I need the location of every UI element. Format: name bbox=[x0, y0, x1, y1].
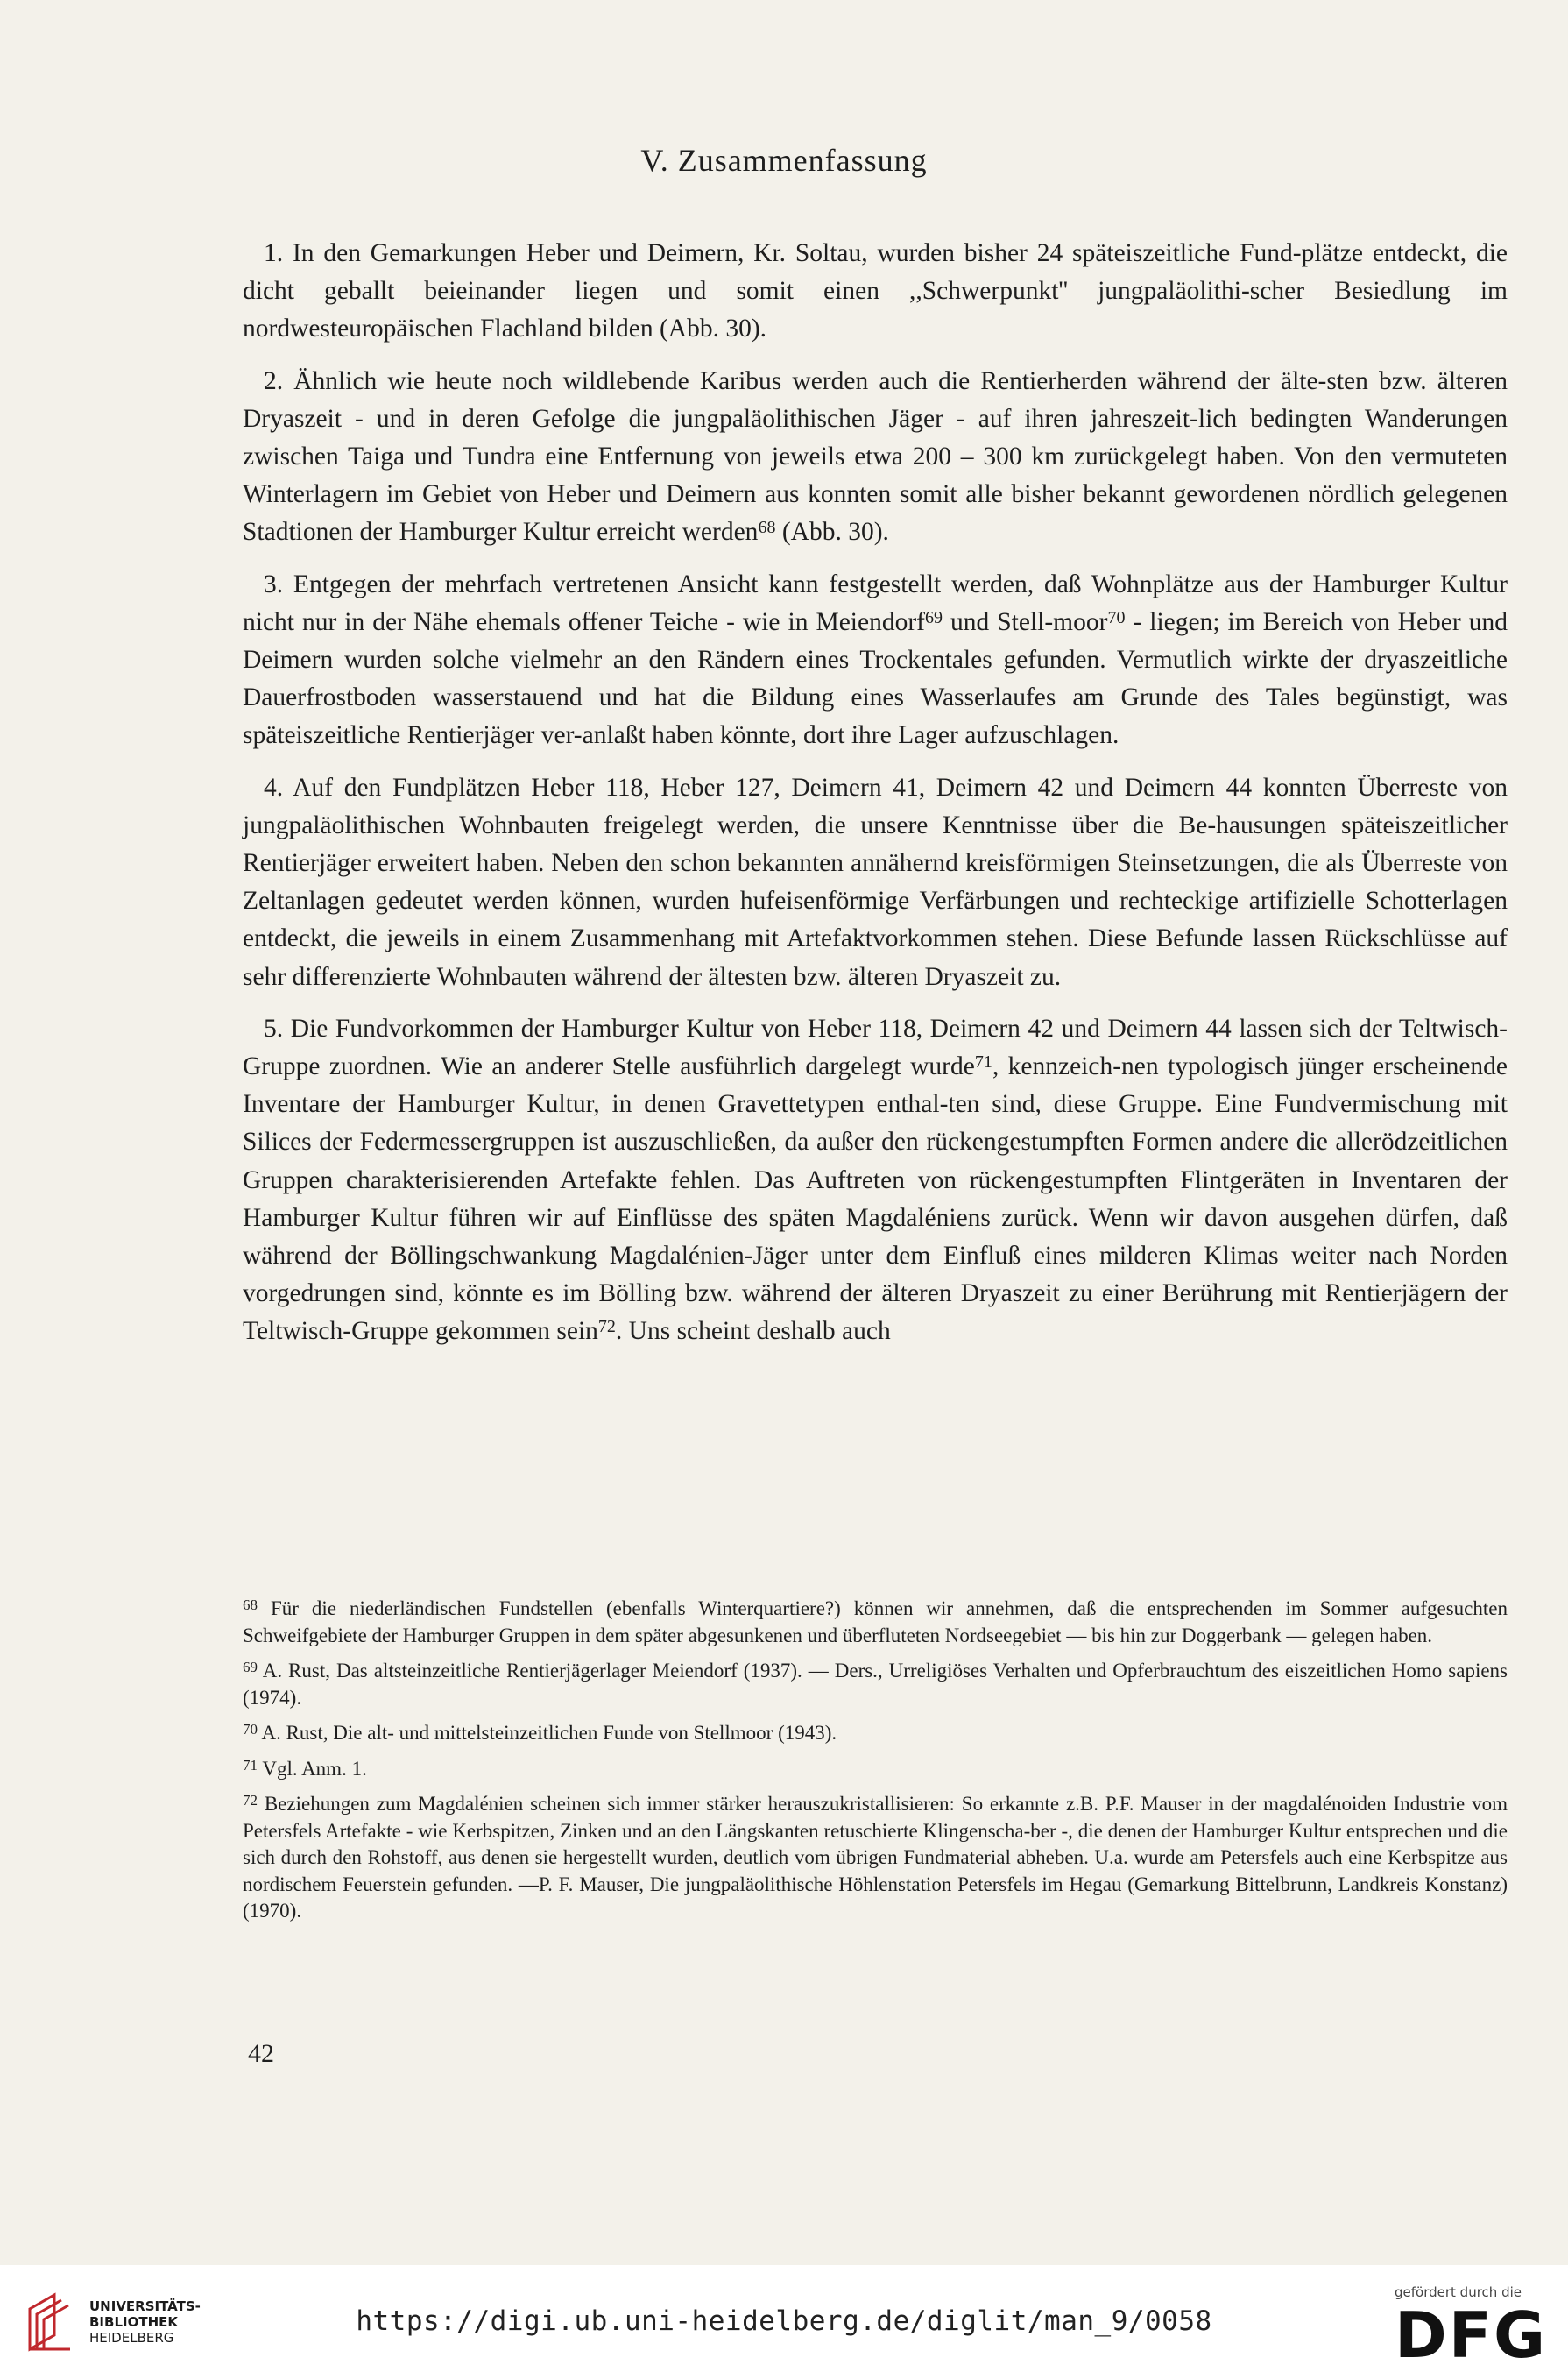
footnote-number: 72 bbox=[243, 1792, 258, 1809]
footnote-ref: 70 bbox=[1107, 607, 1126, 627]
paragraph bbox=[243, 1010, 1508, 1351]
footnote-text: A. Rust, Die alt- und mittelsteinzeitlichen Funde von Stellmoor (1943). bbox=[258, 1722, 837, 1744]
paragraph bbox=[243, 769, 1508, 996]
text-run: , kennzeich-nen typologisch jünger erscheinende Inventare der Hamburger Kultur, in denen Gravettetypen enthal-ten sind, diese Gruppe. Eine Fundvermischung mit Silices der Federmessergruppen ist auszuschließen, da außer den rückengestumpften Formen andere die allerödzeitlichen Gruppen charakterisierenden Artefakte fehlen. Das Auftreten von rückengestumpften Flintgeräten in Inventaren der Hamburger Kultur führen wir auf Einflüsse des späten Magdaléniens zurück. Wenn wir davon ausgehen dürfen, daß während der Böllingschwankung Magdalénien-Jäger unter dem Einfluß eines milderen Klimas weiter nach Norden vorgedrungen sind, könnte es im Bölling bzw. während der älteren Dryaszeit zu einer Berührung mit Rentierjägern der Teltwisch-Gruppe gekommen sein bbox=[243, 1052, 1508, 1346]
text-run: 1. In den Gemarkungen Heber und Deimern, Kr. Soltau, wurden bisher 24 späteiszeitliche Fund-plätze entdeckt, die dicht geballt beieinander liegen und somit einen ,,Schwerpunkt'' jungpaläolithi-scher Besiedlung im nordwesteuropäischen Flachland bilden (Abb. 30). bbox=[243, 239, 1508, 343]
footnote bbox=[243, 1720, 1508, 1747]
page-number: 42 bbox=[248, 2039, 274, 2068]
text-run: . Uns scheint deshalb auch bbox=[615, 1317, 891, 1346]
footnote bbox=[243, 1756, 1508, 1783]
footnote bbox=[243, 1791, 1508, 1925]
viewer-footer bbox=[0, 2265, 1568, 2379]
footnote-ref: 69 bbox=[925, 607, 943, 627]
main-text bbox=[243, 235, 1508, 1365]
footnote-ref: 72 bbox=[597, 1317, 616, 1337]
text-run: 5. Die Fundvorkommen der Hamburger Kultur von Heber 118, Deimern 42 und Deimern 44 lassen sich der Teltwisch-Gruppe zuordnen. Wie an anderer Stelle ausführlich dargelegt wurde bbox=[243, 1014, 1508, 1081]
paragraph bbox=[243, 363, 1508, 552]
footnote-text: Beziehungen zum Magdalénien scheinen sich immer stärker herauszukristallisieren: So erkannte z.B. P.F. Mauser in der magdalénoiden Industrie vom Petersfels Artefakte - wie Kerbspitzen, Zinken und an den Längskanten retuschierte Klingenscha-ber -, die denen der Hamburger Kultur entsprechen und die sich durch den Rohstoff, aus denen sie hergestellt wurden, deutlich vom übrigen Fundmaterial abheben. U.a. wurde am Petersfels auch eine Kerbspitze aus nordischem Feuerstein gefunden. —P. F. Mauser, Die jungpaläolithische Höhlenstation Petersfels im Hegau (Gemarkung Bittelbrunn, Landkreis Konstanz)(1970). bbox=[243, 1793, 1508, 1922]
footnote-text: Für die niederländischen Fundstellen (ebenfalls Winterquartiere?) können wir annehmen, daß die entsprechenden im Sommer aufgesuchten Schweifgebiete der Hamburger Gruppen in dem später abgesunkenen und überfluteten Nordseegebiet — bis hin zur Doggerbank — gelegen haben. bbox=[243, 1597, 1508, 1646]
paragraph bbox=[243, 566, 1508, 755]
footnote-ref: 68 bbox=[758, 518, 776, 538]
footnotes bbox=[243, 1596, 1508, 1934]
permalink-url[interactable]: https://digi.ub.uni-heidelberg.de/diglit/man_9/0058 bbox=[356, 2305, 1212, 2337]
library-line: HEIDELBERG bbox=[89, 2330, 174, 2346]
text-run: 4. Auf den Fundplätzen Heber 118, Heber 127, Deimern 41, Deimern 42 und Deimern 44 konnten Überreste von jungpaläolithischen Wohnbauten freigelegt werden, die unsere Kenntnisse über die Be-hausungen späteiszeitlicher Rentierjäger erweitert haben. Neben den schon bekannten annähernd kreisförmigen Steinsetzungen, die als Überreste von Zeltanlagen gedeutet werden können, wurden hufeisenförmige Verfärbungen und rechteckige artifizielle Schotterlagen entdeckt, die jeweils in einem Zusammenhang mit Artefaktvorkommen stehen. Diese Befunde lassen Rückschlüsse auf sehr differenzierte Wohnbauten während der ältesten bzw. älteren Dryaszeit zu. bbox=[243, 773, 1508, 991]
footnote-number: 70 bbox=[243, 1721, 258, 1738]
funded-by-label: gefördert durch die bbox=[1395, 2284, 1522, 2300]
paragraph bbox=[243, 235, 1508, 349]
footnote-number: 71 bbox=[243, 1756, 258, 1774]
footnote bbox=[243, 1596, 1508, 1649]
text-run: 2. Ähnlich wie heute noch wildlebende Karibus werden auch die Rentierherden während der älte-sten bzw. älteren Dryaszeit - und in deren Gefolge die jungpaläolithischen Jäger - auf ihren jahreszeit-lich bedingten Wanderungen zwischen Taiga und Tundra eine Entfernung von jeweils etwa 200 – 300 km zurückgelegt haben. Von den vermuteten Winterlagern im Gebiet von Heber und Deimern aus konnten somit alle bisher bekannt gewordenen nördlich gelegenen Stadtionen der Hamburger Kultur erreicht werden bbox=[243, 366, 1508, 547]
footnote-ref: 71 bbox=[974, 1052, 992, 1073]
text-run: (Abb. 30). bbox=[775, 518, 889, 547]
text-run: und Stell-moor bbox=[943, 607, 1108, 636]
text-run: - liegen; im Bereich von Heber und Deimern wurden solche vielmehr an den Rändern eines Trockentales gefunden. Vermutlich wirkte der dryaszeitliche Dauerfrostboden wasserstauend und hat die Bildung eines Wasserlaufes am Grunde des Tales begünstigt, was späteiszeitliche Rentierjäger ver-anlaßt haben könnte, dort ihre Lager aufzuschlagen. bbox=[243, 607, 1508, 750]
library-line: BIBLIOTHEK bbox=[89, 2314, 178, 2330]
text-run: 3. Entgegen der mehrfach vertretenen Ansicht kann festgestellt werden, daß Wohnplätze aus der Hamburger Kultur nicht nur in der Nähe ehemals offener Teiche - wie in Meiendorf bbox=[243, 570, 1508, 636]
footnote-number: 69 bbox=[243, 1659, 258, 1675]
footnote-text: A. Rust, Das altsteinzeitliche Rentierjägerlager Meiendorf (1937). — Ders., Urreligiöses Verhalten und Opferbrauchtum des eiszeitlichen Homo sapiens (1974). bbox=[243, 1660, 1508, 1709]
footnote bbox=[243, 1658, 1508, 1711]
library-line: UNIVERSITÄTS- bbox=[89, 2298, 201, 2314]
section-heading: V. Zusammenfassung bbox=[640, 143, 928, 178]
footnote-text: Vgl. Anm. 1. bbox=[258, 1757, 367, 1780]
dfg-logo: DFG bbox=[1395, 2298, 1548, 2372]
footnote-number: 68 bbox=[243, 1597, 258, 1613]
